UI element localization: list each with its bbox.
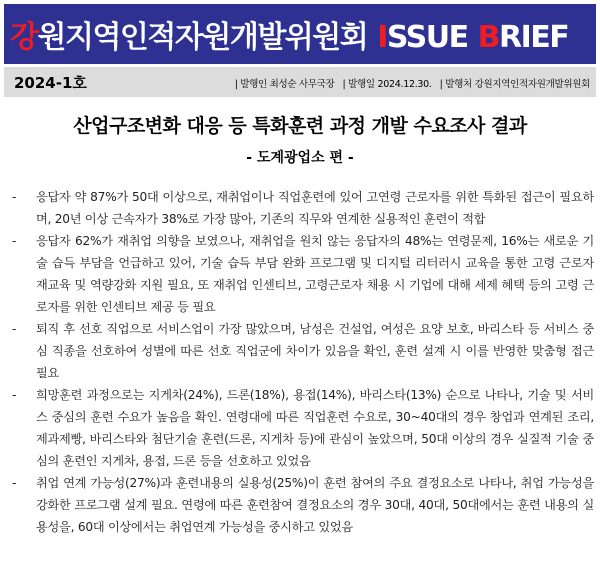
banner-title [10,12,568,56]
bullet-dash: - [12,190,17,204]
header-banner [4,4,596,64]
finding-text: 희망훈련 과정으로는 지게차(24%), 드론(18%), 용접(14%), 바리스타(13%) 순으로 나타나, 기술 및 서비스 중심의 훈련 수요가 높음을 확인. 연령대에 따른 직업훈련 수요로, 30~40대의 경우 창업과 연계된 조리, 제과제빵, 바리스타와 첨단기술 훈련(드론, 지게차 등)에 관심이 높았으며, 50대 이상의 경우 실질적 기술 중심의 훈련인 지게차, 용접, 드론 등을 선호하고 있었음 [36,388,594,468]
publisher-info: | 발행인 최성순 사무국장 [234,79,335,90]
findings-list [10,186,594,538]
issue-number: 2024-1호 [14,74,87,92]
finding-text: 응답자 약 87%가 50대 이상으로, 재취업이나 직업훈련에 있어 고연령 근로자를 위한 특화된 접근이 필요하며, 20년 이상 근속자가 38%로 가장 많아, 기존의 직무와 연계한 실용적인 훈련이 적합 [36,190,594,226]
publication-date: | 발행일 2024.12.30. [342,79,432,90]
bullet-dash: - [12,322,17,336]
bullet-dash: - [12,476,17,490]
bullet-dash: - [12,234,17,248]
title-brief: RIEF [499,20,569,55]
title-letter-b: B [477,20,500,55]
finding-paragraph [10,230,594,318]
meta-bar [4,67,596,97]
finding-paragraph [10,384,594,472]
title-org-name: 원지역인적자원개발위원회 [37,20,368,55]
document-title: 산업구조변화 대응 등 특화훈련 과정 개발 수요조사 결과 [73,115,527,137]
finding-paragraph [10,318,594,384]
title-issue: SSUE [386,20,468,55]
title-letter-i: I [377,20,387,55]
finding-text: 취업 연계 가능성(27%)과 훈련내용의 실용성(25%)이 훈련 참여의 주요 결정요소로 나타나, 취업 가능성을 강화한 프로그램 설계 필요. 연령에 따른 훈련참여 결정요소의 경우 30대, 40대, 50대에서는 훈련 내용의 실용성을, 60대 이상에서는 취업연계 가능성을 중시하고 있었음 [36,476,594,534]
publication-info [227,76,590,90]
bullet-dash: - [12,388,17,402]
finding-paragraph [10,472,594,538]
title-first-letter: 강 [10,20,38,55]
document-subtitle: - 도계광업소 편 - [246,150,354,166]
finding-text: 응답자 62%가 재취업 의향을 보였으나, 재취업을 원치 않는 응답자의 48%는 연령문제, 16%는 새로운 기술 습득 부담을 언급하고 있어, 기술 습득 부담 완화 프로그램 및 디지털 리터러시 교육을 통한 고령 근로자 재교육 및 역량강화 지원 필요, 또 재취업 인센티브, 고령근로자 채용 시 기업에 대해 세제 혜택 등의 고령 근로자를 위한 인센티브 제공 등 필요 [36,234,594,314]
issuer-info: | 발행처 강원지역인적자원개발위원회 [439,79,590,90]
finding-text: 퇴직 후 선호 직업으로 서비스업이 가장 많았으며, 남성은 건설업, 여성은 요양 보호, 바리스타 등 서비스 중심 직종을 선호하여 성별에 따른 선호 직업군에 차이가 있음을 확인, 훈련 설계 시 이를 반영한 맞춤형 접근 필요 [36,322,594,380]
finding-paragraph [10,186,594,230]
